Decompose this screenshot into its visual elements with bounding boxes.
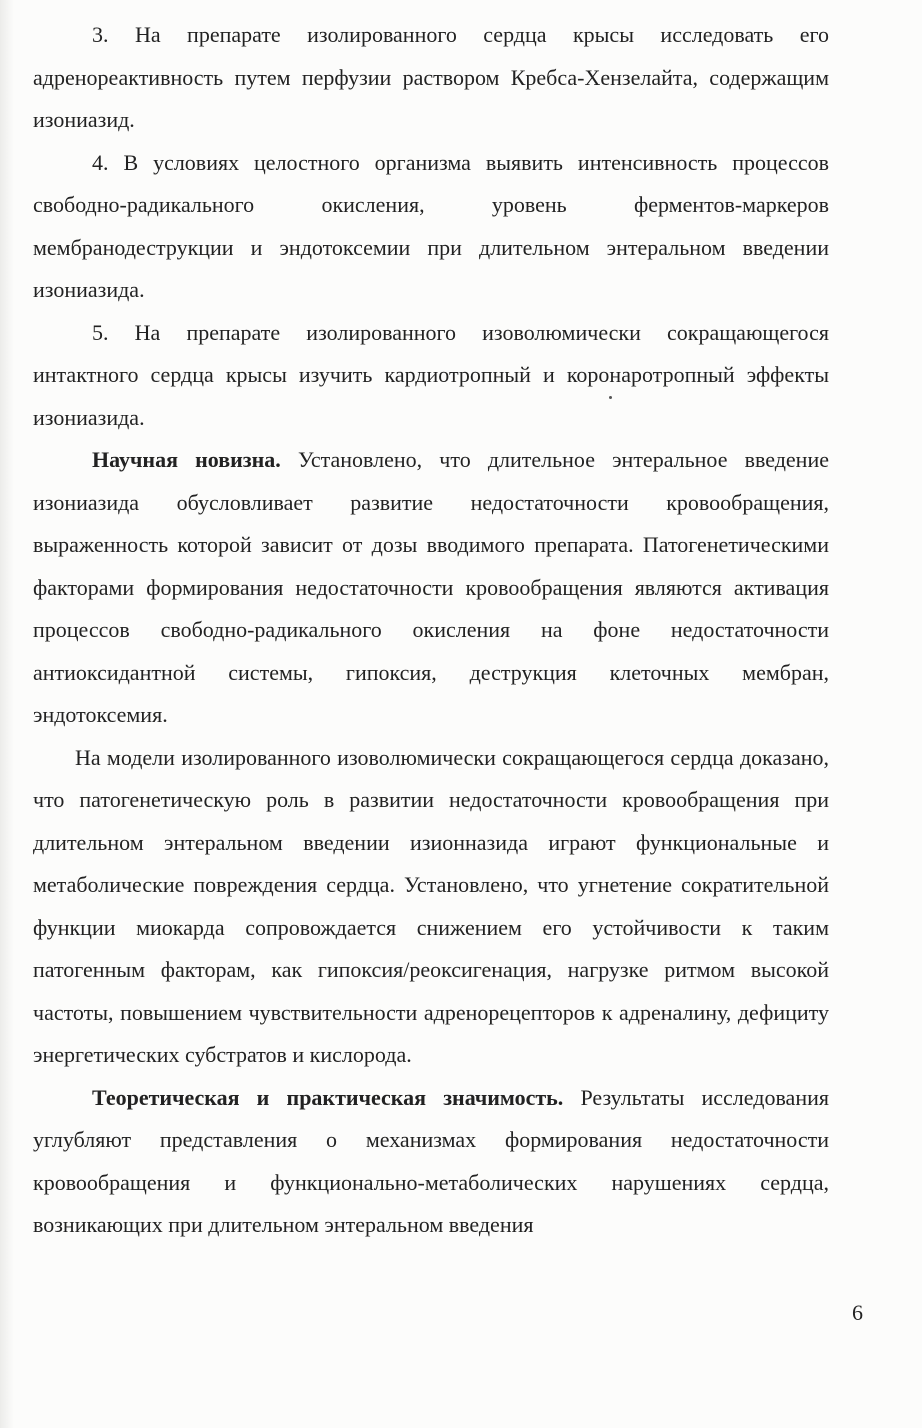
scan-edge-shadow — [0, 0, 14, 1428]
scan-speck — [609, 396, 612, 399]
significance-heading: Теоретическая и практическая значимость. — [92, 1084, 564, 1110]
paragraph-novelty — [33, 439, 829, 737]
paragraph-item-4 — [33, 142, 829, 312]
page-number: 6 — [852, 1300, 863, 1325]
paragraph-item-3-text: 3. На препарате изолированного сердца крысы исследовать его адренореактивность путем перфузии раствором Кребса-Хензелайта, содержащим изониазид. — [33, 22, 829, 132]
novelty-text: Установлено, что длительное энтеральное введение изониазида обусловливает развитие недостаточности кровообращения, выраженность которой зависит от дозы вводимого препарата. Патогенетическими факторами формирования недостаточности кровообращения являются активация процессов свободно-радикального окисления на фоне недостаточности антиоксидантной системы, гипоксия, деструкция клеточных мембран, эндотоксемия. — [33, 447, 829, 727]
paragraph-significance — [33, 1077, 829, 1247]
paragraph-item-4-text: 4. В условиях целостного организма выявить интенсивность процессов свободно-радикального окисления, уровень ферментов-маркеров мембранодеструкции и эндотоксемии при длительном энтеральном введении изониазида. — [33, 149, 829, 302]
paragraph-item-5-text: 5. На препарате изолированного изоволюмически сокращающегося интактного сердца крысы изучить кардиотропный и коронаротропный эффекты изониазида. — [33, 319, 829, 430]
paragraph-item-5 — [33, 312, 829, 440]
significance-text: Результаты исследования углубляют представления о механизмах формирования недостаточности кровообращения и функционально-метаболических нарушениях сердца, возникающих при длительном энтеральном введения — [33, 1084, 829, 1237]
novelty-heading: Научная новизна. — [92, 447, 281, 472]
paragraph-model-text: На модели изолированного изоволюмически сокращающегося сердца доказано, что патогенетическую роль в развитии недостаточности кровообращения при длительном энтеральном введении изионназида играют функциональные и метаболические повреждения сердца. Установлено, что угнетение сократительной функции миокарда сопровождается снижением его устойчивости к таким патогенным факторам, как гипоксия/реоксигенация, нагрузке ритмом высокой частоты, повышением чувствительности адренорецепторов к адреналину, дефициту энергетических субстратов и кислорода. — [33, 744, 829, 1067]
paragraph-model — [33, 737, 829, 1077]
paragraph-item-3 — [33, 14, 829, 142]
body-text — [33, 14, 829, 1247]
